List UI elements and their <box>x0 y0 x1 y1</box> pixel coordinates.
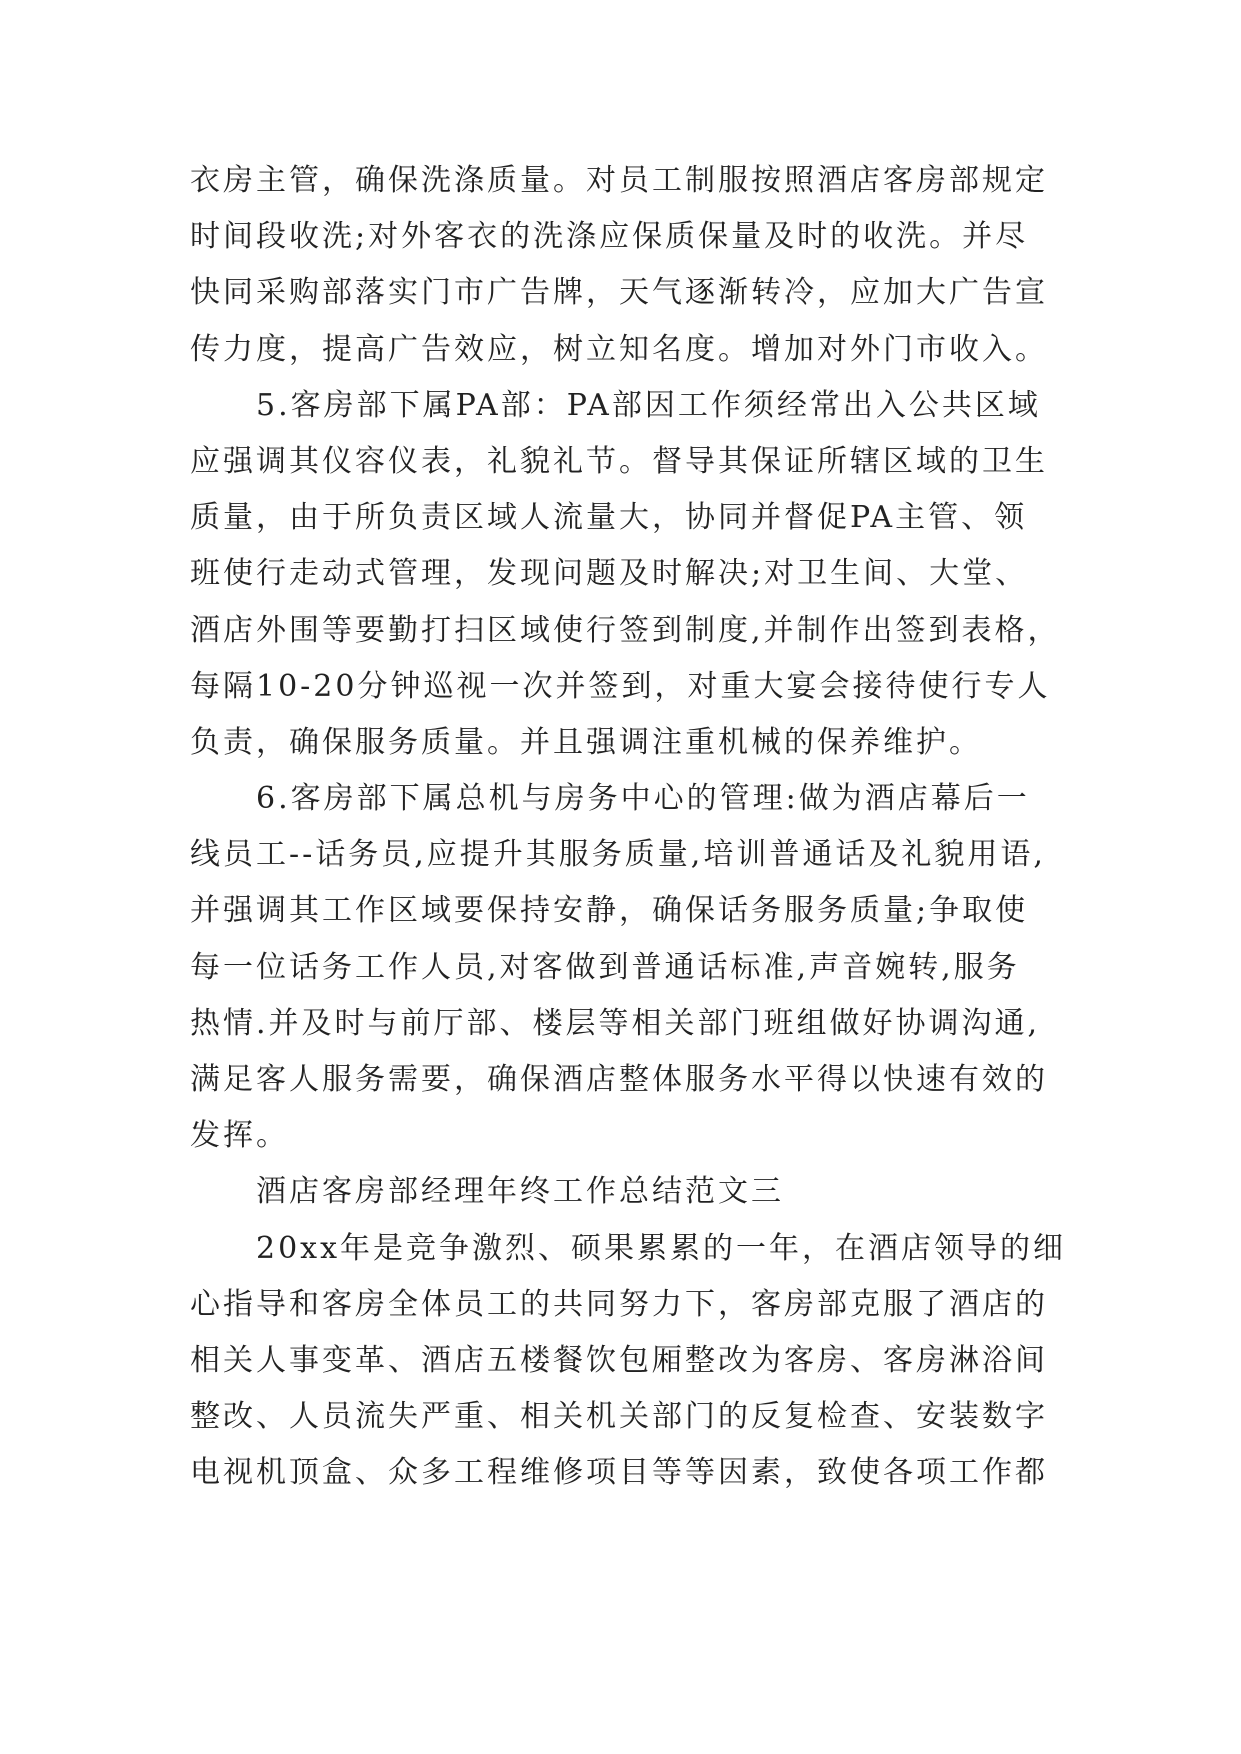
text-line: 每隔10-20分钟巡视一次并签到，对重大宴会接待使行专人 <box>190 668 1051 704</box>
text-line: 发挥。 <box>190 1118 289 1154</box>
text-line: 5.客房部下属PA部：PA部因工作须经常出入公共区域 <box>256 387 1041 423</box>
text-line: 时间段收洗;对外客衣的洗涤应保质保量及时的收洗。并尽 <box>190 219 1029 255</box>
text-line: 线员工--话务员,应提升其服务质量,培训普通话及礼貌用语, <box>190 837 1046 873</box>
text-line: 热情.并及时与前厅部、楼层等相关部门班组做好协调沟通, <box>190 1005 1041 1041</box>
text-line: 酒店客房部经理年终工作总结范文三 <box>256 1174 784 1210</box>
text-line: 负责，确保服务质量。并且强调注重机械的保养维护。 <box>190 724 982 760</box>
text-line: 每一位话务工作人员,对客做到普通话标准,声音婉转,服务 <box>190 949 1020 985</box>
text-line: 应强调其仪容仪表，礼貌礼节。督导其保证所辖区域的卫生 <box>190 443 1048 479</box>
text-line: 心指导和客房全体员工的共同努力下，客房部克服了酒店的 <box>190 1286 1048 1322</box>
text-line: 酒店外围等要勤打扫区域使行签到制度,并制作出签到表格， <box>190 612 1061 648</box>
text-line: 质量，由于所负责区域人流量大，协同并督促PA主管、领 <box>190 500 1028 536</box>
text-line: 相关人事变革、酒店五楼餐饮包厢整改为客房、客房淋浴间 <box>190 1342 1048 1378</box>
text-line: 电视机顶盒、众多工程维修项目等等因素，致使各项工作都 <box>190 1455 1048 1491</box>
text-line: 整改、人员流失严重、相关机关部门的反复检查、安装数字 <box>190 1399 1048 1435</box>
document-body <box>190 153 1070 1502</box>
text-line: 6.客房部下属总机与房务中心的管理:做为酒店幕后一 <box>256 781 1030 817</box>
text-line: 并强调其工作区域要保持安静，确保话务服务质量;争取使 <box>190 893 1029 929</box>
text-line: 快同采购部落实门市广告牌，天气逐渐转冷，应加大广告宣 <box>190 275 1048 311</box>
text-line: 衣房主管，确保洗涤质量。对员工制服按照酒店客房部规定 <box>190 163 1048 198</box>
text-line: 班使行走动式管理，发现问题及时解决;对卫生间、大堂、 <box>190 556 1029 592</box>
text-line: 传力度，提高广告效应，树立知名度。增加对外门市收入。 <box>190 331 1048 367</box>
text-line: 20xx年是竞争激烈、硕果累累的一年，在酒店领导的细 <box>256 1230 1067 1266</box>
text-line: 满足客人服务需要，确保酒店整体服务水平得以快速有效的 <box>190 1062 1048 1097</box>
